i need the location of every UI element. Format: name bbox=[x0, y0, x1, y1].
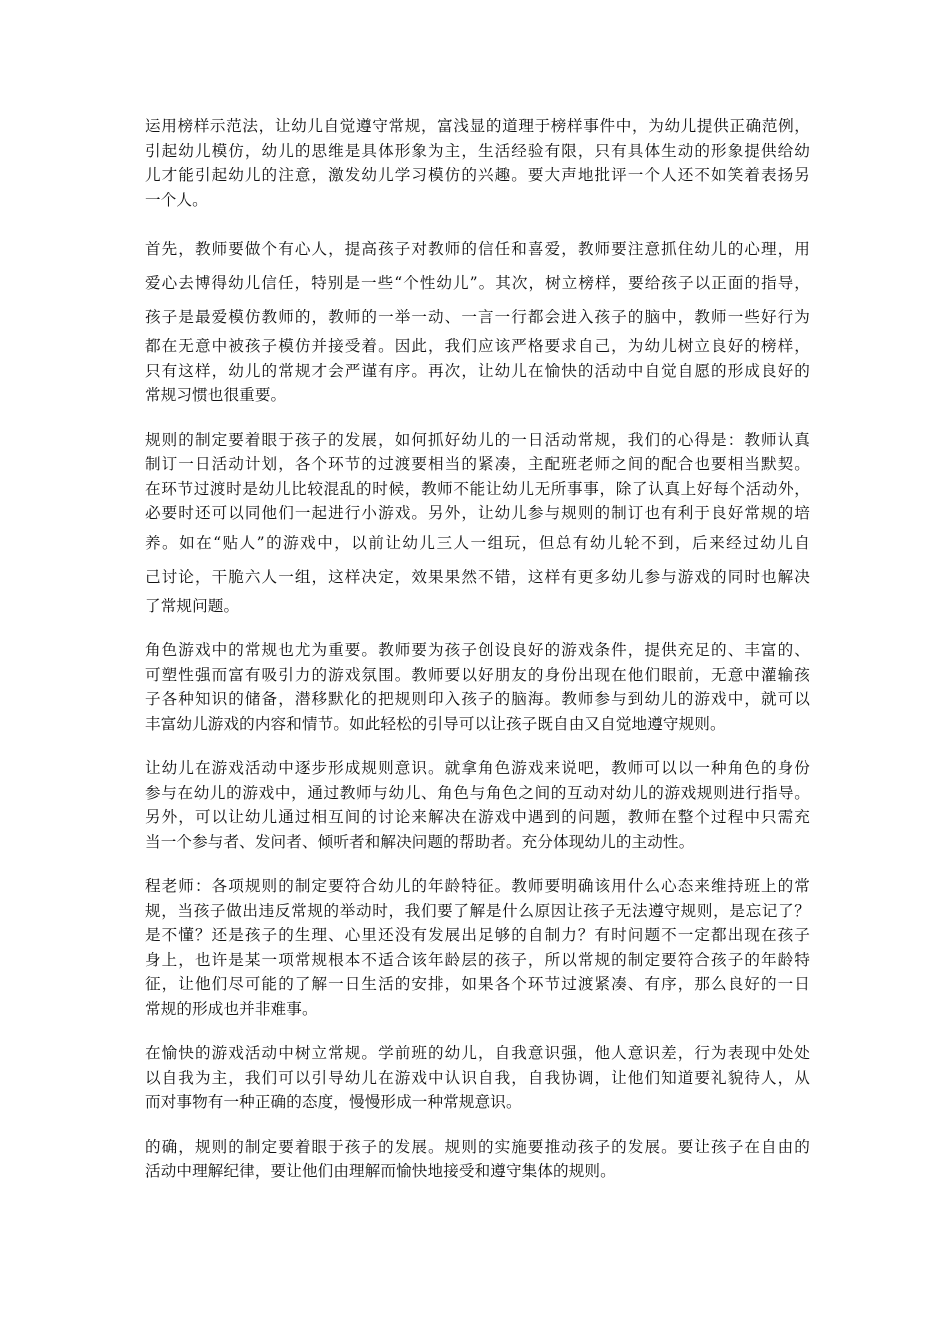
text-line: 角色游戏中的常规也尤为重要。教师要为孩子创设良好的游戏条件，提供充足的、丰富的、 bbox=[145, 641, 810, 659]
text-line: 己讨论，干脆六人一组，这样决定，效果果然不错，这样有更多幼儿参与游戏的同时也解决 bbox=[145, 567, 810, 586]
text-line: 引起幼儿模仿，幼儿的思维是具体形象为主，生活经验有限，只有具体生动的形象提供给幼 bbox=[145, 141, 810, 160]
text-line: 常规的形成也并非难事。 bbox=[145, 999, 318, 1018]
text-line: 规则的制定要着眼于孩子的发展，如何抓好幼儿的一日活动常规，我们的心得是：教师认真 bbox=[145, 430, 810, 449]
text-line: 爱心去博得幼儿信任，特别是一些“个性幼儿”。其次，树立榜样，要给孩子以正面的指导， bbox=[145, 274, 810, 292]
text-line: 征，让他们尽可能的了解一日生活的安排，如果各个环节过渡紧凑、有序，那么良好的一日 bbox=[145, 975, 810, 993]
text-line: 规，当孩子做出违反常规的举动时，我们要了解是什么原因让孩子无法遵守规则，是忘记了？ bbox=[145, 901, 810, 920]
text-line: 养。如在“贴人”的游戏中，以前让幼儿三人一组玩，但总有幼儿轮不到，后来经过幼儿自 bbox=[145, 533, 810, 552]
text-line: 只有这样，幼儿的常规才会严谨有序。再次，让幼儿在愉快的活动中自觉自愿的形成良好的 bbox=[145, 361, 810, 380]
text-line: 的确，规则的制定要着眼于孩子的发展。规则的实施要推动孩子的发展。要让孩子在自由的 bbox=[145, 1137, 810, 1156]
paragraph-3 bbox=[145, 428, 810, 619]
text-line: 身上，也许是某一项常规根本不适合该年龄层的孩子，所以常规的制定要符合孩子的年龄特 bbox=[145, 950, 810, 969]
text-line: 以自我为主，我们可以引导幼儿在游戏中认识自我，自我协调，让他们知道要礼貌待人，从 bbox=[145, 1068, 810, 1087]
text-line: 子各种知识的储备，潜移默化的把规则印入孩子的脑海。教师参与到幼儿的游戏中，就可以 bbox=[145, 690, 810, 708]
text-line: 在环节过渡时是幼儿比较混乱的时候，教师不能让幼儿无所事事，除了认真上好每个活动外， bbox=[145, 479, 810, 498]
paragraph-7 bbox=[145, 1041, 810, 1115]
text-line: 常规习惯也很重要。 bbox=[145, 386, 287, 404]
paragraph-2 bbox=[145, 232, 810, 408]
text-line: 另外，可以让幼儿通过相互间的讨论来解决在游戏中遇到的问题，教师在整个过程中只需充 bbox=[145, 808, 810, 826]
text-line: 必要时还可以同他们一起进行小游戏。另外，让幼儿参与规则的制订也有利于良好常规的培 bbox=[145, 504, 810, 522]
paragraph-5 bbox=[145, 756, 810, 854]
text-line: 孩子是最爱模仿教师的，教师的一举一动、一言一行都会进入孩子的脑中，教师一些好行为 bbox=[145, 308, 810, 326]
text-line: 让幼儿在游戏活动中逐步形成规则意识。就拿角色游戏来说吧，教师可以以一种角色的身份 bbox=[145, 759, 810, 777]
text-line: 当一个参与者、发问者、倾听者和解决问题的帮助者。充分体现幼儿的主动性。 bbox=[145, 832, 695, 851]
text-line: 程老师：各项规则的制定要符合幼儿的年龄特征。教师要明确该用什么心态来维持班上的常 bbox=[145, 877, 810, 895]
text-line: 首先，教师要做个有心人，提高孩子对教师的信任和喜爱，教师要注意抓住幼儿的心理，用 bbox=[145, 240, 810, 258]
text-line: 是不懂？还是孩子的生理、心里还没有发展出足够的自制力？有时问题不一定都出现在孩子 bbox=[145, 926, 810, 944]
paragraph-1 bbox=[145, 114, 810, 212]
document-body bbox=[145, 114, 810, 1204]
text-line: 制订一日活动计划，各个环节的过渡要相当的紧凑，主配班老师之间的配合也要相当默契。 bbox=[145, 455, 810, 473]
text-line: 可塑性强而富有吸引力的游戏氛围。教师要以好朋友的身份出现在他们眼前，无意中灌输孩 bbox=[145, 665, 810, 684]
text-line: 丰富幼儿游戏的内容和情节。如此轻松的引导可以让孩子既自由又自觉地遵守规则。 bbox=[145, 714, 726, 733]
text-line: 运用榜样示范法，让幼儿自觉遵守常规，富浅显的道理于榜样事件中，为幼儿提供正确范例， bbox=[145, 117, 810, 135]
text-line: 在愉快的游戏活动中树立常规。学前班的幼儿，自我意识强，他人意识差，行为表现中处处 bbox=[145, 1044, 810, 1062]
paragraph-4 bbox=[145, 638, 810, 736]
text-line: 了常规问题。 bbox=[145, 596, 240, 615]
text-line: 参与在幼儿的游戏中，通过教师与幼儿、角色与角色之间的互动对幼儿的游戏规则进行指导。 bbox=[145, 783, 810, 802]
text-line: 儿才能引起幼儿的注意，激发幼儿学习模仿的兴趣。要大声地批评一个人还不如笑着表扬另 bbox=[145, 166, 810, 184]
text-line: 活动中理解纪律，要让他们由理解而愉快地接受和遵守集体的规则。 bbox=[145, 1162, 616, 1180]
text-line: 都在无意中被孩子模仿并接受着。因此，我们应该严格要求自己，为幼儿树立良好的榜样， bbox=[145, 337, 810, 355]
text-line: 一个人。 bbox=[145, 190, 208, 209]
paragraph-8 bbox=[145, 1135, 810, 1184]
paragraph-6 bbox=[145, 874, 810, 1021]
text-line: 而对事物有一种正确的态度，慢慢形成一种常规意识。 bbox=[145, 1093, 522, 1111]
